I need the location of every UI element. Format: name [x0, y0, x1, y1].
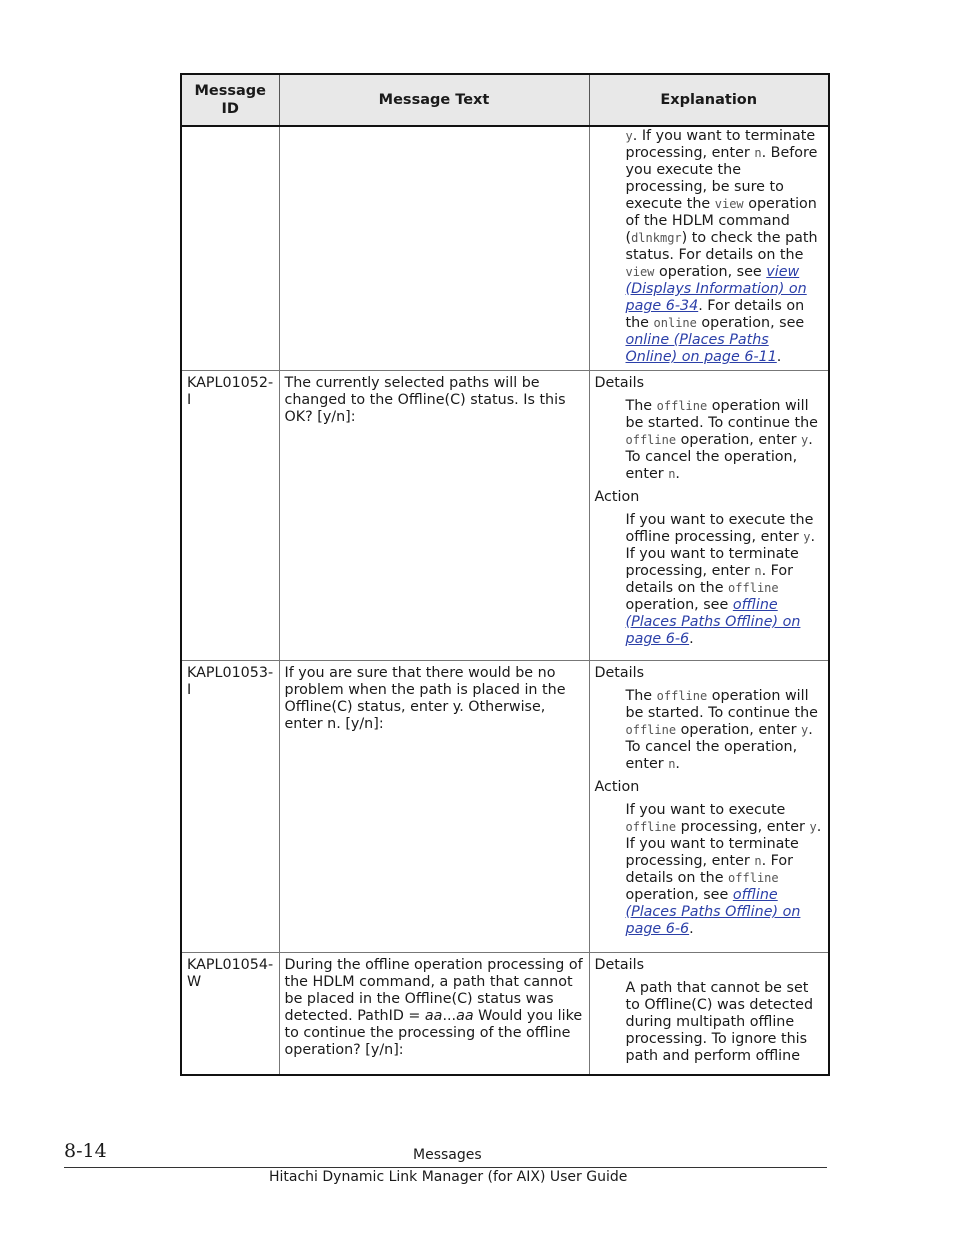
code-term: y — [803, 530, 811, 544]
details-label: Details — [594, 375, 645, 391]
explanation-cell — [589, 953, 829, 1076]
code-term: y — [801, 723, 809, 737]
table-row — [181, 371, 829, 661]
details-label: Details — [594, 665, 645, 681]
action-text: y. If you want to terminate processing, enter n. Before you execute the processing, be sure to execute the view operation of the HDLM command (dlnkmgr) to check the path status. For details on the view operation, see view (Displays Information) on page 6-34. For details on the online operation, see online (Places Paths Online) on page 6-11. — [625, 128, 818, 365]
message-text: During the offline operation processing of the HDLM command, a path that cannot be placed in the Offline(C) status was detected. PathID = aa...aa Would you like to continue the processing of the offline operation? [y/n]: — [279, 953, 589, 1076]
message-table — [180, 73, 830, 1076]
code-term: offline — [656, 399, 708, 413]
message-id: KAPL01052-I — [181, 371, 279, 661]
code-term: offline — [625, 723, 677, 737]
code-term: n — [754, 146, 762, 160]
variable-text: aa — [456, 1008, 474, 1024]
details-text: A path that cannot be set to Offline(C) was detected during multipath offline processing. To ignore this path and perform offline — [625, 980, 814, 1064]
header-message-id: Message ID — [181, 74, 279, 126]
chapter-title: Messages — [413, 1147, 482, 1163]
table-row — [181, 953, 829, 1076]
continuation-row — [181, 126, 829, 371]
variable-text: aa — [424, 1008, 443, 1024]
details-label: Details — [594, 957, 645, 973]
code-term: dlnkmgr — [631, 231, 682, 245]
code-term: view — [714, 197, 744, 211]
code-term: y — [625, 129, 633, 143]
action-text: If you want to execute offline processing, enter y. If you want to terminate processing, enter n. For details on the offline operation, see offline (Places Paths Offline) on page 6-6. — [625, 802, 822, 937]
continuation-text-cell — [279, 126, 589, 371]
cross-reference-link[interactable]: offline (Places Paths Offline) on page 6-6 — [625, 887, 801, 937]
explanation-cell — [589, 371, 829, 661]
action-label: Action — [594, 489, 640, 505]
cross-reference-link[interactable]: view (Displays Information) on page 6-34 — [625, 264, 807, 314]
code-term: offline — [728, 581, 779, 595]
code-term: online — [653, 316, 697, 330]
message-text: If you are sure that there would be no problem when the path is placed in the Offline(C) status, enter y. Otherwise, enter n. [y/n]: — [279, 661, 589, 953]
message-id: KAPL01053-I — [181, 661, 279, 953]
guide-title: Hitachi Dynamic Link Manager (for AIX) User Guide — [269, 1169, 628, 1185]
message-id: KAPL01054-W — [181, 953, 279, 1076]
header-message-text: Message Text — [279, 74, 589, 126]
action-label: Action — [594, 779, 640, 795]
code-term: n — [754, 564, 762, 578]
cross-reference-link[interactable]: offline (Places Paths Offline) on page 6-6 — [625, 597, 801, 647]
code-term: n — [668, 467, 676, 481]
continuation-explanation-cell — [589, 126, 829, 371]
details-text: The offline operation will be started. To continue the offline operation, enter y. To cancel the operation, enter n. — [625, 688, 818, 772]
code-term: offline — [656, 689, 708, 703]
page-number: 8-14 — [64, 1140, 107, 1162]
footer-divider — [64, 1167, 827, 1168]
action-text: If you want to execute the offline processing, enter y. If you want to terminate processing, enter n. For details on the offline operation, see offline (Places Paths Offline) on page 6-6. — [625, 512, 816, 647]
code-term: offline — [728, 871, 779, 885]
table-row — [181, 661, 829, 953]
code-term: offline — [625, 820, 677, 834]
code-term: n — [754, 854, 762, 868]
header-explanation: Explanation — [589, 74, 829, 126]
table-header-row — [181, 74, 829, 126]
code-term: view — [625, 265, 655, 279]
code-term: offline — [625, 433, 677, 447]
message-text: The currently selected paths will be changed to the Offline(C) status. Is this OK? [y/n]: — [279, 371, 589, 661]
cross-reference-link[interactable]: online (Places Paths Online) on page 6-11 — [625, 332, 777, 365]
continuation-id-cell — [181, 126, 279, 371]
code-term: y — [801, 433, 809, 447]
code-term: n — [668, 757, 676, 771]
explanation-cell — [589, 661, 829, 953]
code-term: y — [809, 820, 817, 834]
details-text: The offline operation will be started. To continue the offline operation, enter y. To cancel the operation, enter n. — [625, 398, 818, 482]
